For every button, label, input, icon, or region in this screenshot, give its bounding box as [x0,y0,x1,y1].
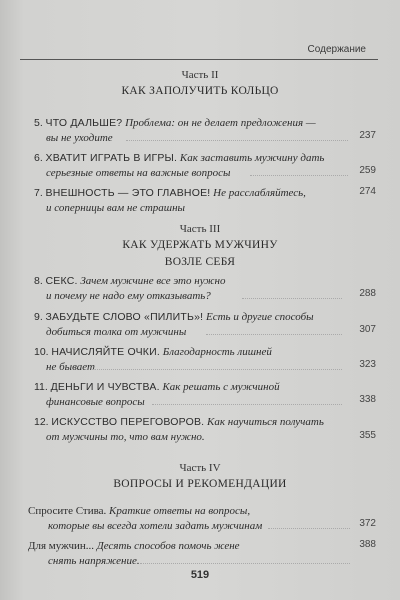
page-number: 388 [359,539,376,550]
chapter-desc: Благодарность лишней [162,346,272,358]
chapter-desc: Как научиться получать [207,416,324,428]
chapter-desc-cont: серьезные ответы на важные вопросы [46,167,231,179]
toc-entry[interactable] [34,345,380,375]
toc-entry[interactable] [28,539,374,569]
section-title: Спросите Стива. [28,505,107,517]
chapter-number: 8. [34,275,43,287]
dot-leader [152,404,342,405]
chapter-number: 6. [34,152,43,164]
toc-entry[interactable] [34,380,380,410]
section-desc: Десять способов помочь жене [96,540,240,552]
toc-entry[interactable] [34,415,380,445]
dot-leader [92,369,342,370]
page-number: 355 [359,430,376,441]
chapter-desc-cont: добиться толка от мужчины [46,326,187,338]
chapter-title: ИСКУССТВО ПЕРЕГОВОРОВ. [51,416,205,428]
dot-leader [140,563,350,564]
dot-leader [268,528,350,529]
dot-leader [126,140,348,141]
page-number: 274 [359,186,376,197]
toc-entry[interactable] [28,504,374,534]
page-number: 307 [359,324,376,335]
section-desc-cont: которые вы всегда хотели задать мужчинам [48,520,263,532]
toc-entry[interactable] [34,151,380,181]
chapter-number: 10. [34,346,49,358]
section-desc-cont: снять напряжение. [48,555,140,567]
running-head: Содержание [307,44,366,55]
chapter-title: ВНЕШНОСТЬ — ЭТО ГЛАВНОЕ! [45,187,211,199]
chapter-desc-cont: вы не уходите [46,132,113,144]
chapter-number: 7. [34,187,43,199]
chapter-title: ХВАТИТ ИГРАТЬ В ИГРЫ. [45,152,178,164]
chapter-title: СЕКС. [45,275,78,287]
chapter-desc: Как решать с мужчиной [162,381,280,393]
toc-entry[interactable] [34,310,380,340]
chapter-desc-cont: и почему не надо ему отказывать? [46,290,211,302]
page-number: 323 [359,359,376,370]
chapter-desc: Есть и другие способы [206,311,314,323]
part-title: КАК УДЕРЖАТЬ МУЖЧИНУ [122,239,278,251]
chapter-number: 5. [34,117,43,129]
part-title: ВОПРОСЫ И РЕКОМЕНДАЦИИ [113,478,287,490]
dot-leader [206,334,342,335]
chapter-desc-cont: не бывает [46,361,95,373]
part-label: Часть II [181,69,219,81]
part-label: Часть III [179,223,221,235]
toc-entry[interactable] [34,274,380,304]
chapter-desc: Зачем мужчине все это нужно [80,275,226,287]
dot-leader [250,175,348,176]
page-number: 237 [359,130,376,141]
chapter-desc-cont: финансовые вопросы [46,396,145,408]
chapter-desc: Проблема: он не делает предложения — [125,117,316,129]
chapter-desc-cont: и соперницы вам не страшны [46,202,185,214]
chapter-desc-cont: от мужчины то, что вам нужно. [46,431,205,443]
page-number: 288 [359,288,376,299]
part-title: КАК ЗАПОЛУЧИТЬ КОЛЬЦО [121,85,279,97]
section-title: Для мужчин... [28,540,94,552]
chapter-title: НАЧИСЛЯЙТЕ ОЧКИ. [51,346,160,358]
page-number: 338 [359,394,376,405]
section-desc: Краткие ответы на вопросы, [109,505,251,517]
toc-entry[interactable] [34,116,380,146]
part-label: Часть IV [179,462,221,474]
chapter-number: 11. [34,381,48,393]
chapter-desc: Не расслабляйтесь, [213,187,306,199]
chapter-number: 12. [34,416,49,428]
chapter-title: ЧТО ДАЛЬШЕ? [45,117,123,129]
page-number: 259 [359,165,376,176]
chapter-title: ЗАБУДЬТЕ СЛОВО «ПИЛИТЬ»! [45,311,204,323]
header-rule [20,59,378,60]
folio: 519 [190,569,210,581]
dot-leader [242,298,342,299]
toc-entry[interactable] [34,186,380,216]
part-title-cont: ВОЗЛЕ СЕБЯ [164,256,236,268]
page-number: 372 [359,518,376,529]
chapter-title: ДЕНЬГИ И ЧУВСТВА. [50,381,160,393]
chapter-desc: Как заставить мужчину дать [179,152,325,164]
chapter-number: 9. [34,311,43,323]
